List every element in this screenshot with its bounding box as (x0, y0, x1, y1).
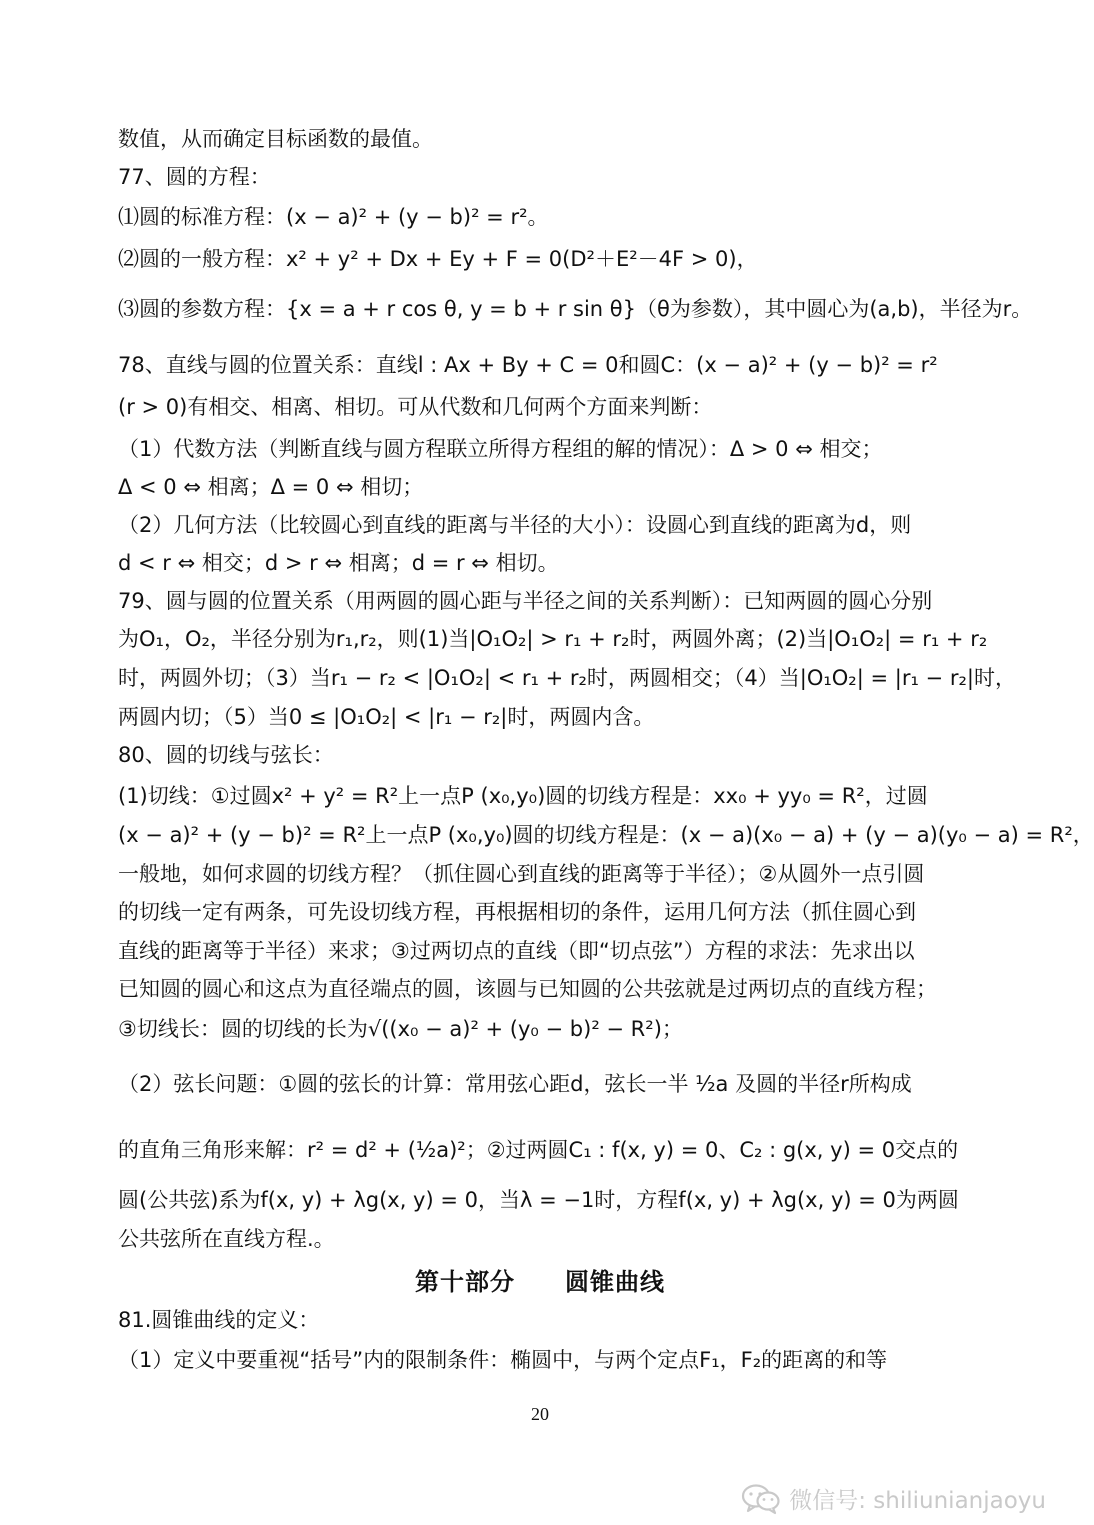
text-line: 直线的距离等于半径）来求；③过两切点的直线（即“切点弦”）方程的求法：先求出以 (118, 939, 915, 963)
circle-general-equation: ⑵圆的一般方程：x² + y² + Dx + Ey + F = 0(D²＋E²－4F > 0)， (118, 247, 758, 271)
circle-standard-equation: ⑴圆的标准方程：(x − a)² + (y − b)² = r²。 (118, 205, 549, 229)
watermark (741, 1482, 1046, 1515)
text-line: 已知圆的圆心和这点为直径端点的圆，该圆与已知圆的公共弦就是过两切点的直线方程； (118, 977, 937, 1001)
item-77-title: 77、圆的方程： (118, 165, 271, 189)
circle-parametric-equation: ⑶圆的参数方程：{x = a + r cos θ, y = b + r sin θ}（θ为参数），其中圆心为(a,b)，半径为r。 (118, 297, 1033, 321)
text-line: 的直角三角形来解：r² = d² + (½a)²；②过两圆C₁ : f(x, y) = 0、C₂ : g(x, y) = 0交点的 (118, 1138, 959, 1162)
text-line: (x − a)² + (y − b)² = R²上一点P (x₀,y₀)圆的切线方程是：(x − a)(x₀ − a) + (y − a)(y₀ − a) = R²， (118, 823, 1094, 847)
wechat-icon (741, 1483, 781, 1515)
text-line: 公共弦所在直线方程.。 (118, 1227, 335, 1251)
text-line: （2）几何方法（比较圆心到直线的距离与半径的大小）：设圆心到直线的距离为d，则 (118, 513, 912, 537)
page-number: 20 (531, 1404, 549, 1424)
tangent-length-formula: ③切线长：圆的切线的长为√((x₀ − a)² + (y₀ − b)² − R²)； (118, 1017, 683, 1041)
text-line: 一般地，如何求圆的切线方程？（抓住圆心到直线的距离等于半径）；②从圆外一点引圆 (118, 862, 925, 886)
text-line: Δ < 0 ⇔ 相离；Δ = 0 ⇔ 相切； (118, 475, 424, 499)
text-line: 圆(公共弦)系为f(x, y) + λg(x, y) = 0，当λ = −1时，方程f(x, y) + λg(x, y) = 0为两圆 (118, 1188, 959, 1212)
text-line: 的切线一定有两条，可先设切线方程，再根据相切的条件，运用几何方法（抓住圆心到 (118, 900, 916, 924)
text-line: 两圆内切；（5）当0 ≤ |O₁O₂| < |r₁ − r₂|时，两圆内含。 (118, 705, 655, 729)
text-line: (r > 0)有相交、相离、相切。可从代数和几何两个方面来判断： (118, 395, 713, 419)
item-79-title: 79、圆与圆的位置关系（用两圆的圆心距与半径之间的关系判断）：已知两圆的圆心分别 (118, 589, 933, 613)
text-line: 数值，从而确定目标函数的最值。 (118, 127, 433, 151)
text-line: d < r ⇔ 相交；d > r ⇔ 相离；d = r ⇔ 相切。 (118, 551, 559, 575)
text-line: 时，两圆外切；（3）当r₁ − r₂ < |O₁O₂| < r₁ + r₂时，两圆相交；（4）当|O₁O₂| = |r₁ − r₂|时， (118, 666, 1016, 690)
section-heading: 第十部分 圆锥曲线 (415, 1268, 665, 1296)
text-line: （1）代数方法（判断直线与圆方程联立所得方程组的解的情况）：Δ > 0 ⇔ 相交； (118, 437, 883, 461)
text-line: （1）定义中要重视“括号”内的限制条件：椭圆中，与两个定点F₁，F₂的距离的和等 (118, 1348, 888, 1372)
item-78-title: 78、直线与圆的位置关系：直线l : Ax + By + C = 0和圆C：(x − a)² + (y − b)² = r² (118, 353, 938, 377)
item-81-title: 81.圆锥曲线的定义： (118, 1308, 320, 1332)
text-line: (1)切线：①过圆x² + y² = R²上一点P (x₀,y₀)圆的切线方程是：xx₀ + yy₀ = R²，过圆 (118, 784, 928, 808)
item-80-title: 80、圆的切线与弦长： (118, 743, 334, 767)
watermark-text: 微信号: shiliunianjaoyu (789, 1488, 1046, 1514)
text-line: （2）弦长问题：①圆的弦长的计算：常用弦心距d，弦长一半 ½a 及圆的半径r所构成 (118, 1072, 912, 1096)
text-line: 为O₁，O₂，半径分别为r₁,r₂，则(1)当|O₁O₂| > r₁ + r₂时，两圆外离；(2)当|O₁O₂| = r₁ + r₂ (118, 627, 988, 651)
